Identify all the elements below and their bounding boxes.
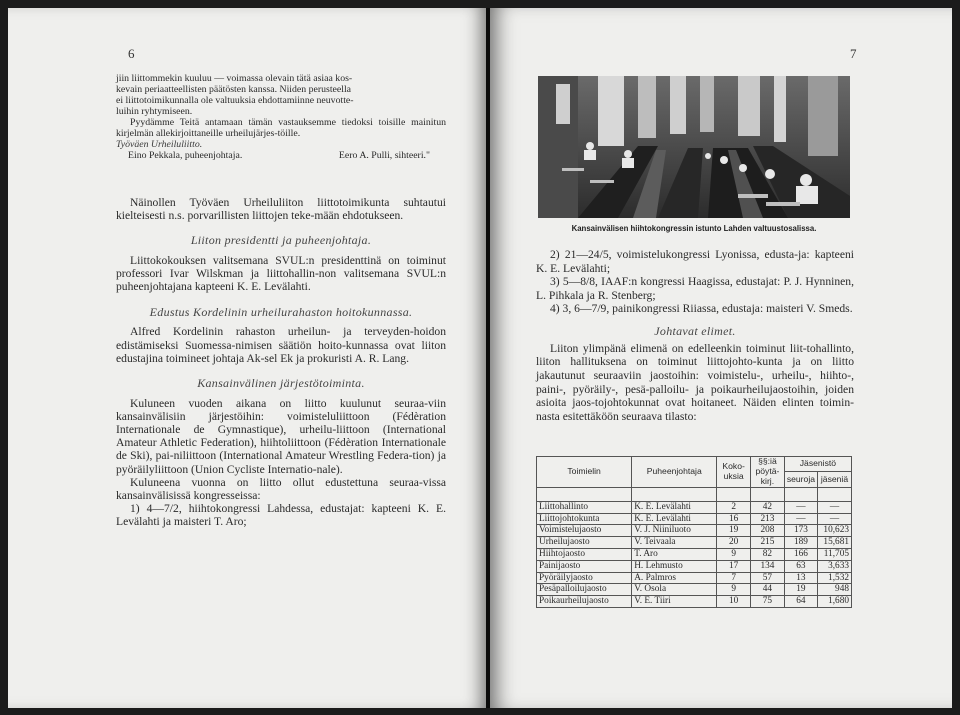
cell-clubs: — bbox=[784, 501, 817, 513]
letter-line: ei liittotoimikunnalla ole valtuuksia ehdottamiinne neuvotte- bbox=[116, 94, 354, 106]
paragraph: Alfred Kordelinin rahaston urheilun- ja terveyden-hoidon edistämiseksi Suomessa-nimisen säätiön hoito-kunnassa ovat liiton edustajina toimineet johtaja Ak-sel Ek ja prokuristi A. R. Lang. bbox=[116, 325, 446, 365]
cell-chair: T. Aro bbox=[632, 549, 717, 561]
cell-clubs: 64 bbox=[784, 596, 817, 608]
right-body bbox=[536, 248, 854, 423]
table-row bbox=[537, 572, 852, 584]
letter-signatures bbox=[116, 151, 446, 162]
column-header: Koko-uksia bbox=[717, 457, 751, 488]
left-page bbox=[8, 8, 486, 708]
section-heading: Liiton presidentti ja puheenjohtaja. bbox=[190, 233, 372, 248]
section-heading: Kansainvälinen järjestötoiminta. bbox=[197, 375, 365, 390]
cell-organ: Liittojohtokunta bbox=[537, 513, 632, 525]
cell-organ: Poikaurheilujaosto bbox=[537, 596, 632, 608]
cell-organ: Voimistelujaosto bbox=[537, 525, 632, 537]
cell-organ: Pesäpalloilujaosto bbox=[537, 584, 632, 596]
cell-chair: V. E. Tiiri bbox=[632, 596, 717, 608]
page-number: 6 bbox=[128, 46, 135, 61]
cell-members: 3,633 bbox=[818, 560, 852, 572]
cell-protocol: 82 bbox=[751, 549, 785, 561]
letter-line: luihin ryhtymiseen. bbox=[116, 105, 193, 117]
cell-protocol: 75 bbox=[751, 596, 785, 608]
cell-organ: Pyöräilyjaosto bbox=[537, 572, 632, 584]
cell-members: 11,705 bbox=[818, 549, 852, 561]
section-heading: Edustus Kordelinin urheilurahaston hoitokunnassa. bbox=[149, 304, 413, 319]
cell-meetings: 19 bbox=[717, 525, 751, 537]
cell-organ: Hiihtojaosto bbox=[537, 549, 632, 561]
cell-organ: Urheilujaosto bbox=[537, 537, 632, 549]
cell-protocol: 42 bbox=[751, 501, 785, 513]
cell-clubs: — bbox=[784, 513, 817, 525]
cell-protocol: 213 bbox=[751, 513, 785, 525]
paragraph: 1) 4—7/2, hiihtokongressi Lahdessa, edustajat: kapteeni K. E. Levälahti ja maisteri T. Aro; bbox=[116, 502, 446, 529]
table-row bbox=[537, 513, 852, 525]
cell-clubs: 166 bbox=[784, 549, 817, 561]
cell-protocol: 208 bbox=[751, 525, 785, 537]
congress-hall-illustration bbox=[538, 76, 850, 218]
cell-chair: K. E. Levälahti bbox=[632, 501, 717, 513]
cell-chair: H. Lehmusto bbox=[632, 560, 717, 572]
letter-line: kevain periaatteellisten päätösten kanssa. Niiden perusteella bbox=[116, 83, 352, 95]
column-header: Puheenjohtaja bbox=[632, 457, 717, 488]
cell-clubs: 13 bbox=[784, 572, 817, 584]
cell-protocol: 215 bbox=[751, 537, 785, 549]
organs-statistics-table bbox=[536, 456, 852, 608]
paragraph: Liiton ylimpänä elimenä on edelleenkin toiminut liit-tohallinto, liiton hallituksena on toiminut liittojohto-kunta ja on liitto jakautunut seuraaviin jaostoihin: voimistelu-, urheilu-, hiihto-, paini-, pyöräily-, pesä-palloilu- ja poikaurheilujaostoihin, joiden asioita jaos-tojohtokunnat ovat hoitaneet. Näiden elinten toimin-nasta esitettäköön seuraava tilasto: bbox=[536, 341, 854, 423]
cell-members: 1,680 bbox=[818, 596, 852, 608]
cell-chair: A. Palmros bbox=[632, 572, 717, 584]
cell-meetings: 16 bbox=[717, 513, 751, 525]
cell-organ: Liittohallinto bbox=[537, 501, 632, 513]
paragraph: Kuluneena vuonna on liitto ollut edustettuna seuraa-vissa kansainvälisissä kongresseissa: bbox=[116, 475, 446, 503]
cell-protocol: 44 bbox=[751, 584, 785, 596]
cell-members: — bbox=[818, 513, 852, 525]
cell-meetings: 2 bbox=[717, 501, 751, 513]
letter-paragraph: Pyydämme Teitä antamaan tämän vastauksemme tiedoksi toisille mainitun kirjelmän allekirjoittaneille urheilujärjes-töille. bbox=[116, 116, 446, 139]
cell-meetings: 9 bbox=[717, 549, 751, 561]
column-header: §§:iä pöytä-kirj. bbox=[751, 457, 785, 488]
cell-meetings: 20 bbox=[717, 537, 751, 549]
cell-meetings: 7 bbox=[717, 572, 751, 584]
right-page bbox=[490, 8, 952, 708]
section-heading: Johtavat elimet. bbox=[654, 323, 736, 338]
column-header: Jäsenistö bbox=[784, 457, 851, 472]
congress-item: 4) 3, 6—7/9, painikongressi Riiassa, edustaja: maisteri V. Smeds. bbox=[550, 302, 853, 316]
page-number: 7 bbox=[850, 46, 857, 61]
letter-line: jiin liittommekin kuuluu — voimassa olevain tätä asiaa kos- bbox=[116, 73, 353, 84]
cell-members: — bbox=[818, 501, 852, 513]
cell-meetings: 10 bbox=[717, 596, 751, 608]
table-row bbox=[537, 537, 852, 549]
paragraph: Liittokokouksen valitsemana SVUL:n presidenttinä on toiminut professori Ivar Wilskman ja liittohallin-non valitsemana SVUL:n puheenjohtajana kapteeni K. E. Levälahti. bbox=[116, 254, 446, 294]
table-row bbox=[537, 525, 852, 537]
table-row bbox=[537, 584, 852, 596]
photo-caption: Kansainvälisen hiihtokongressin istunto Lahden valtuustosalissa. bbox=[571, 224, 817, 233]
cell-chair: V. Teivaala bbox=[632, 537, 717, 549]
letter-organisation: Työväen Urheiluliitto. bbox=[116, 138, 203, 150]
table-spacer-row bbox=[537, 487, 852, 501]
signer-chair: Eino Pekkala, puheenjohtaja. bbox=[128, 149, 243, 161]
left-body bbox=[116, 196, 446, 529]
cell-chair: V. Osola bbox=[632, 584, 717, 596]
cell-protocol: 134 bbox=[751, 560, 785, 572]
column-header: Toimielin bbox=[537, 457, 632, 488]
paragraph: Näinollen Työväen Urheiluliiton liittotoimikunta suhtautui kielteisesti n.s. porvarillisten liittojen teke-mään ehdotukseen. bbox=[116, 196, 446, 223]
cell-meetings: 9 bbox=[717, 584, 751, 596]
table-row bbox=[537, 596, 852, 608]
paragraph: Kuluneen vuoden aikana on liitto kuulunut seuraa-viin kansainvälisiin järjestöihin: voimisteluliittoon (Fédèration Internationale de Gymnastique), urheilu-liittoon (International Amateur Athletic Federation), hiihtoliittoon (Fédèration Internationale de Ski), pai-niliittoon (International Amateur Wrestling Federa-tion) ja pyöräilyliittoon (Union Cycliste Internatio-nale). bbox=[116, 396, 446, 476]
column-header: jäseniä bbox=[818, 472, 852, 487]
table-row bbox=[537, 501, 852, 513]
cell-clubs: 189 bbox=[784, 537, 817, 549]
cell-clubs: 19 bbox=[784, 584, 817, 596]
congress-photo bbox=[538, 76, 850, 218]
table-row bbox=[537, 549, 852, 561]
cell-members: 15,681 bbox=[818, 537, 852, 549]
table-row bbox=[537, 560, 852, 572]
table-header-row bbox=[537, 457, 852, 472]
column-header: seuroja bbox=[784, 472, 817, 487]
cell-chair: V. J. Niiniluoto bbox=[632, 525, 717, 537]
cell-clubs: 63 bbox=[784, 560, 817, 572]
cell-clubs: 173 bbox=[784, 525, 817, 537]
congress-item: 3) 5—8/8, IAAF:n kongressi Haagissa, edustajat: P. J. Hynninen, L. Pihkala ja R. Stenberg; bbox=[536, 275, 854, 302]
cell-meetings: 17 bbox=[717, 560, 751, 572]
signer-secretary: Eero A. Pulli, sihteeri." bbox=[338, 149, 430, 161]
letter-excerpt bbox=[116, 74, 446, 162]
cell-chair: K. E. Levälahti bbox=[632, 513, 717, 525]
congress-item: 2) 21—24/5, voimistelukongressi Lyonissa, edusta-ja: kapteeni K. E. Levälahti; bbox=[536, 248, 854, 275]
cell-members: 1,532 bbox=[818, 572, 852, 584]
cell-members: 948 bbox=[818, 584, 852, 596]
cell-organ: Painijaosto bbox=[537, 560, 632, 572]
cell-protocol: 57 bbox=[751, 572, 785, 584]
cell-members: 10,623 bbox=[818, 525, 852, 537]
